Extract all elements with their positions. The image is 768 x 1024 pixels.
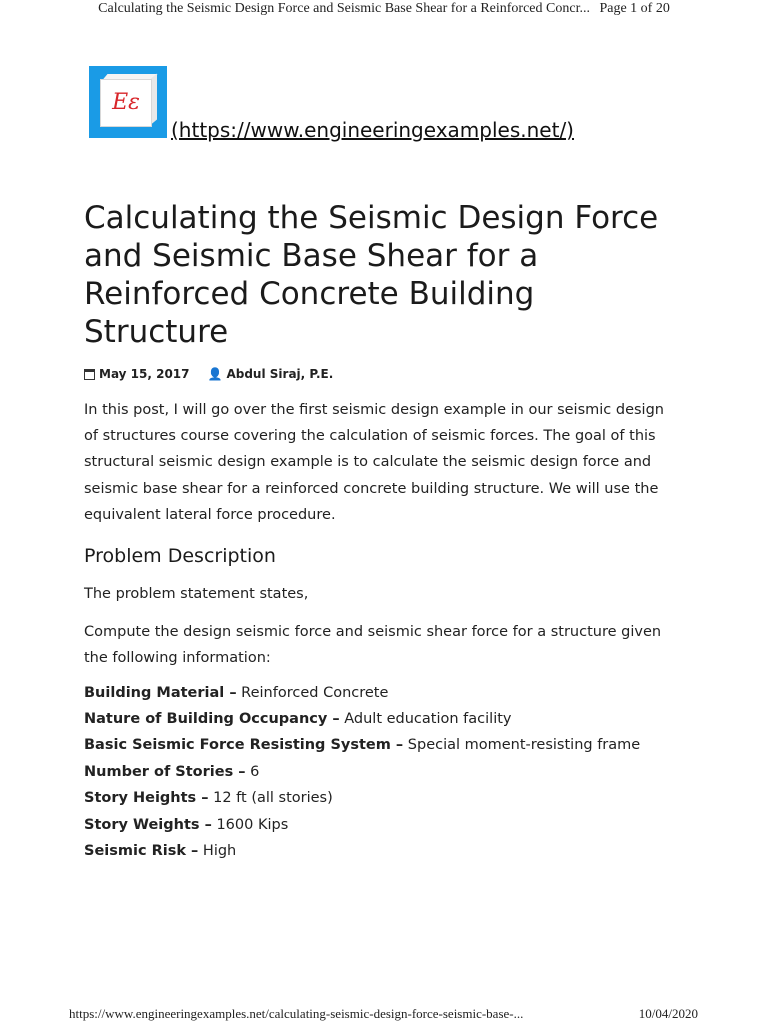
print-footer [69,1006,698,1022]
footer-date: 10/04/2020 [638,1006,698,1021]
compute-paragraph: Compute the design seismic force and seismic shear force for a structure given the following information: [84,624,662,667]
spec-label: Nature of Building Occupancy – [84,711,340,728]
statement-paragraph: The problem statement states, [84,586,309,603]
logo-mark: Eε [112,90,140,115]
post-date-text: May 15, 2017 [99,367,190,381]
footer-url: https://www.engineeringexamples.net/calculating-seismic-design-force-seismic-base-... [69,1006,524,1021]
user-icon: 👤 [207,367,223,381]
post-date[interactable] [84,367,190,381]
spec-value: 6 [245,763,260,780]
intro-paragraph: In this post, I will go over the first seismic design example in our seismic design of structures course covering the calculation of seismic forces. The goal of this structural seismic design example is to calculate the seismic design force and seismic base shear for a reinforced concrete building structure. We will use the equivalent lateral force procedure. [84,402,664,523]
post-author[interactable] [208,367,334,381]
spec-value: Adult education facility [339,711,512,728]
spec-value: High [198,843,237,860]
print-header-title: Calculating the Seismic Design Force and Seismic Base Shear for a Reinforced Concr... [98,1,590,16]
spec-row [84,732,680,758]
spec-row [84,838,680,864]
spec-row [84,680,680,706]
spec-list [84,680,680,865]
spec-label: Seismic Risk – [84,843,199,860]
calendar-icon [84,369,95,380]
site-logo[interactable] [89,66,167,138]
site-header [89,66,574,142]
spec-row [84,759,680,785]
spec-label: Basic Seismic Force Resisting System – [84,737,404,754]
article-title: Calculating the Seismic Design Force and Seismic Base Shear for a Reinforced Concrete Building Structure [84,200,659,350]
article-meta [84,367,351,381]
spec-value: Reinforced Concrete [236,684,389,701]
site-home-link[interactable]: (https://www.engineeringexamples.net/) [171,118,574,142]
section-heading: Problem Description [84,545,276,568]
print-header [0,1,768,17]
spec-label: Building Material – [84,684,237,701]
spec-row [84,785,680,811]
article-body [84,397,680,864]
spec-label: Story Weights – [84,816,212,833]
spec-label: Story Heights – [84,790,209,807]
spec-row [84,706,680,732]
spec-row [84,812,680,838]
spec-value: Special moment-resisting frame [403,737,641,754]
spec-value: 1600 Kips [211,816,289,833]
page-number: Page 1 of 20 [599,1,670,16]
post-author-text: Abdul Siraj, P.E. [226,367,334,381]
spec-label: Number of Stories – [84,763,246,780]
spec-value: 12 ft (all stories) [208,790,333,807]
